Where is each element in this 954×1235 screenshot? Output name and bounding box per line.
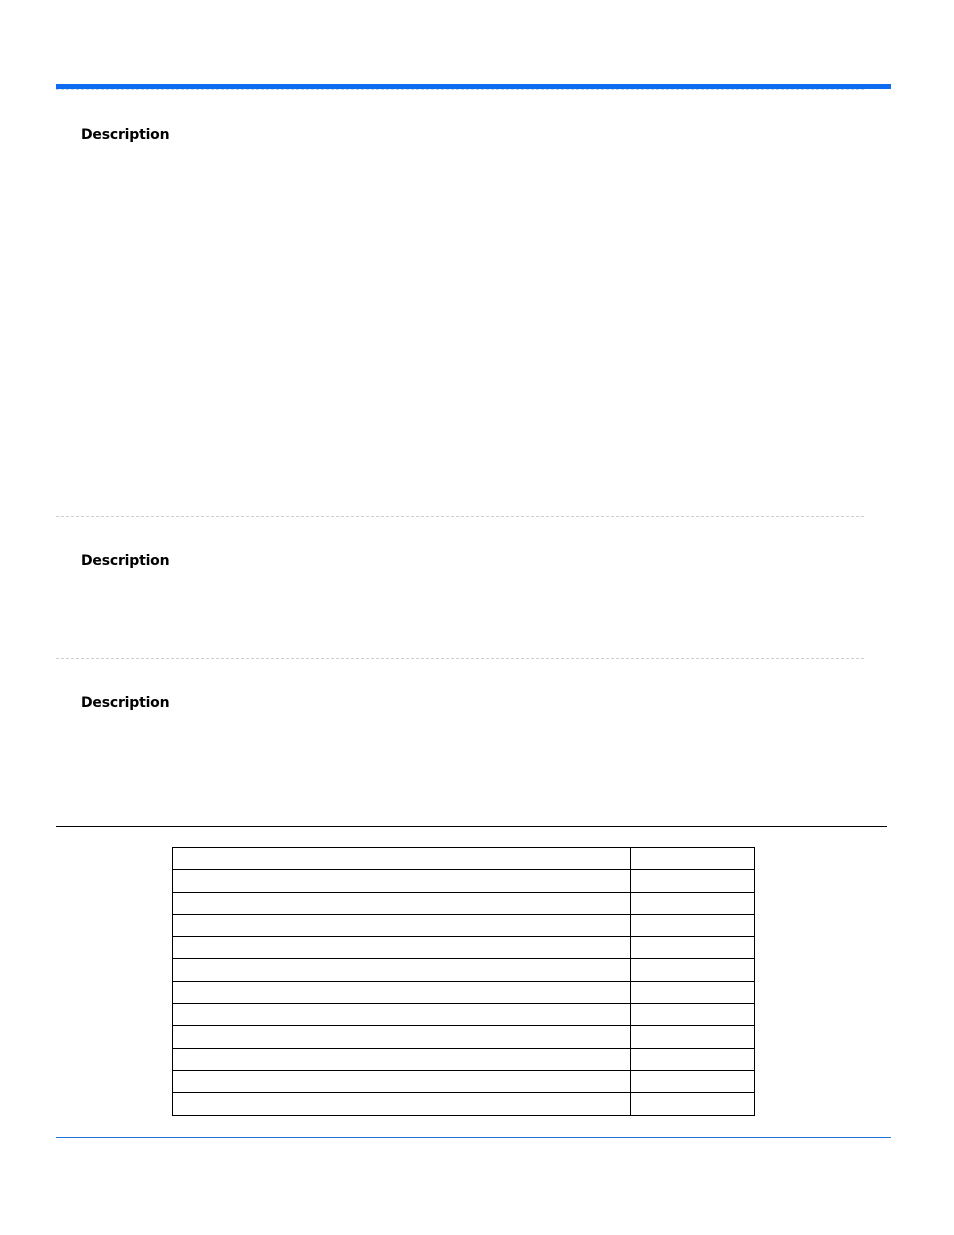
table-row xyxy=(173,959,755,981)
table-cell xyxy=(173,870,631,892)
table-cell xyxy=(631,1026,755,1048)
table-cell xyxy=(631,848,755,870)
table-cell xyxy=(631,1048,755,1070)
table-cell xyxy=(173,1093,631,1115)
table-row xyxy=(173,914,755,936)
table-row xyxy=(173,1093,755,1115)
table-cell xyxy=(631,981,755,1003)
table-row xyxy=(173,892,755,914)
table-cell xyxy=(631,892,755,914)
section-1-heading: Description xyxy=(81,127,170,143)
table-cell xyxy=(173,914,631,936)
table-top-rule xyxy=(56,826,887,827)
table-row xyxy=(173,848,755,870)
table-cell xyxy=(631,937,755,959)
table-row xyxy=(173,870,755,892)
table-cell xyxy=(631,914,755,936)
table-row xyxy=(173,937,755,959)
header-dashed-line xyxy=(56,89,864,90)
table-cell xyxy=(173,1004,631,1026)
table-row xyxy=(173,1070,755,1092)
table-cell xyxy=(173,1048,631,1070)
table-cell xyxy=(173,981,631,1003)
table-cell xyxy=(631,1070,755,1092)
data-table xyxy=(172,847,755,1116)
table-cell xyxy=(173,1070,631,1092)
table-row xyxy=(173,1026,755,1048)
table-cell xyxy=(173,1026,631,1048)
table-cell xyxy=(173,959,631,981)
section-divider-2 xyxy=(56,658,864,659)
table-cell xyxy=(173,892,631,914)
section-divider-1 xyxy=(56,516,864,517)
table-row xyxy=(173,1048,755,1070)
table-cell xyxy=(631,959,755,981)
table-cell xyxy=(631,1004,755,1026)
table-cell xyxy=(173,848,631,870)
table-row xyxy=(173,981,755,1003)
table-cell xyxy=(631,1093,755,1115)
table-cell xyxy=(173,937,631,959)
section-2-heading: Description xyxy=(81,553,170,569)
footer-rule xyxy=(56,1137,891,1138)
table-row xyxy=(173,1004,755,1026)
section-3-heading: Description xyxy=(81,695,170,711)
table-cell xyxy=(631,870,755,892)
